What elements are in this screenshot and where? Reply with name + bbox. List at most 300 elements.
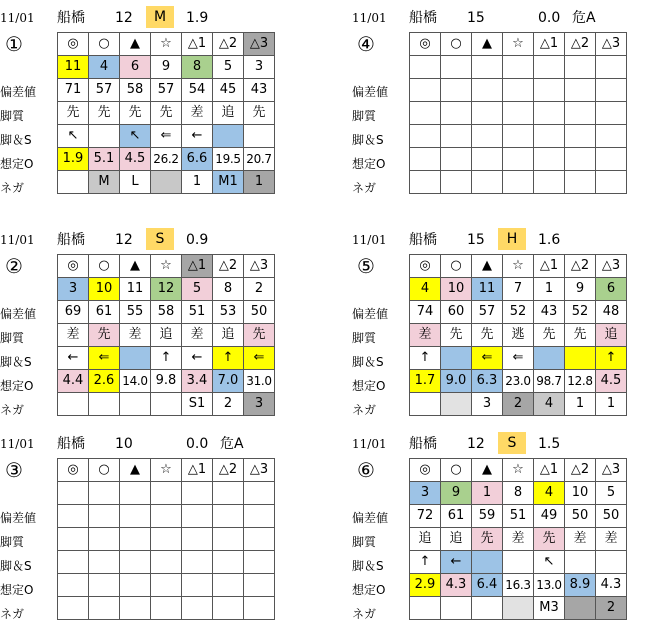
column-header: △3 xyxy=(244,33,275,56)
table-cell: 3 xyxy=(410,482,441,505)
race-header xyxy=(352,226,664,252)
table-cell: 98.7 xyxy=(534,370,565,393)
table-cell: 1 xyxy=(182,171,213,194)
column-header: △2 xyxy=(213,255,244,278)
rank-badge: S xyxy=(146,228,174,250)
table-row xyxy=(58,574,275,597)
table-cell xyxy=(151,528,182,551)
table-row xyxy=(58,125,275,148)
race-header xyxy=(0,226,340,252)
table-row xyxy=(410,324,627,347)
table-cell: 8 xyxy=(182,56,213,79)
table-cell xyxy=(244,551,275,574)
table-cell xyxy=(120,393,151,416)
race-circle-number: ① xyxy=(5,32,23,56)
table-cell: 61 xyxy=(441,505,472,528)
table-cell: 6 xyxy=(596,278,627,301)
table-cell xyxy=(410,56,441,79)
table-cell xyxy=(503,551,534,574)
table-cell: 43 xyxy=(534,301,565,324)
table-cell: 12.8 xyxy=(565,370,596,393)
table-row xyxy=(410,148,627,171)
row-label: 偏差値 xyxy=(352,307,389,321)
table-cell: 1.9 xyxy=(58,148,89,171)
table-row xyxy=(58,79,275,102)
row-label: 脚＆S xyxy=(352,133,384,147)
table-cell: 51 xyxy=(182,301,213,324)
table-cell: 10 xyxy=(565,482,596,505)
table-cell: 1 xyxy=(472,482,503,505)
table-cell: 4 xyxy=(89,56,120,79)
column-header: ○ xyxy=(89,33,120,56)
table-cell: ↑ xyxy=(410,551,441,574)
race-number: 15 xyxy=(467,10,485,26)
table-cell: 49 xyxy=(534,505,565,528)
column-header: ◎ xyxy=(58,255,89,278)
table-cell: 52 xyxy=(565,301,596,324)
table-cell xyxy=(120,551,151,574)
table-cell: 追 xyxy=(410,528,441,551)
row-label: 脚質 xyxy=(352,331,377,345)
table-cell xyxy=(410,125,441,148)
table-cell: M1 xyxy=(213,171,244,194)
table-cell xyxy=(441,171,472,194)
table-cell xyxy=(213,505,244,528)
table-row xyxy=(410,301,627,324)
column-header: △2 xyxy=(565,459,596,482)
table-cell: 2.6 xyxy=(89,370,120,393)
table-cell: 50 xyxy=(244,301,275,324)
race-block-4 xyxy=(352,4,664,214)
prediction-grid xyxy=(409,458,627,620)
table-cell: 6.3 xyxy=(472,370,503,393)
table-cell: 5 xyxy=(182,278,213,301)
table-cell: 9 xyxy=(441,482,472,505)
table-cell: 45 xyxy=(213,79,244,102)
row-label: 想定O xyxy=(352,379,386,393)
table-row xyxy=(58,482,275,505)
row-labels xyxy=(0,80,55,200)
table-cell: 差 xyxy=(565,528,596,551)
table-cell: 8 xyxy=(503,482,534,505)
table-cell xyxy=(89,551,120,574)
table-cell: 59 xyxy=(472,505,503,528)
table-cell xyxy=(182,551,213,574)
table-cell: 10 xyxy=(441,278,472,301)
row-label: 想定O xyxy=(0,379,34,393)
table-cell: 逃 xyxy=(503,324,534,347)
race-date: 11/01 xyxy=(352,437,387,451)
table-cell xyxy=(213,482,244,505)
column-header: ○ xyxy=(441,459,472,482)
row-label: 脚質 xyxy=(0,109,25,123)
prediction-grid xyxy=(409,254,627,416)
table-cell: 61 xyxy=(89,301,120,324)
table-cell: 差 xyxy=(410,324,441,347)
table-cell: 8.9 xyxy=(565,574,596,597)
table-cell xyxy=(410,148,441,171)
column-header-row xyxy=(410,255,627,278)
table-cell: 23.0 xyxy=(503,370,534,393)
table-cell: 54 xyxy=(182,79,213,102)
table-cell: 53 xyxy=(213,301,244,324)
table-cell xyxy=(596,79,627,102)
table-cell xyxy=(441,597,472,620)
row-labels xyxy=(0,506,55,626)
table-cell: 差 xyxy=(182,324,213,347)
table-cell: 14.0 xyxy=(120,370,151,393)
table-cell xyxy=(565,551,596,574)
table-cell xyxy=(213,528,244,551)
row-label: ネガ xyxy=(0,607,25,621)
row-label: 脚＆S xyxy=(0,559,32,573)
table-cell xyxy=(120,574,151,597)
column-header-row xyxy=(58,459,275,482)
table-row xyxy=(58,347,275,370)
race-circle-number: ④ xyxy=(357,32,375,56)
race-value: 1.5 xyxy=(538,436,561,452)
race-block-3 xyxy=(0,430,340,640)
table-cell xyxy=(410,171,441,194)
table-cell xyxy=(596,148,627,171)
race-block-1 xyxy=(0,4,340,214)
column-header: △1 xyxy=(534,255,565,278)
table-cell: 先 xyxy=(472,528,503,551)
table-cell: 3 xyxy=(472,393,503,416)
column-header: ▲ xyxy=(472,459,503,482)
row-label: 偏差値 xyxy=(352,511,389,525)
row-label: 偏差値 xyxy=(0,307,37,321)
table-cell: ↖ xyxy=(120,125,151,148)
table-cell: 先 xyxy=(58,102,89,125)
table-cell: 43 xyxy=(244,79,275,102)
column-header: ▲ xyxy=(120,255,151,278)
table-cell xyxy=(503,148,534,171)
table-row xyxy=(58,597,275,620)
table-cell xyxy=(472,125,503,148)
race-date: 11/01 xyxy=(352,11,387,25)
column-header: ○ xyxy=(441,33,472,56)
table-cell xyxy=(441,125,472,148)
table-cell: 2 xyxy=(244,278,275,301)
warning-label: 危A xyxy=(220,436,244,452)
table-cell xyxy=(410,79,441,102)
table-cell xyxy=(596,56,627,79)
table-cell: 7 xyxy=(503,278,534,301)
table-row xyxy=(58,301,275,324)
race-venue: 船橋 xyxy=(409,436,437,452)
table-cell: 20.7 xyxy=(244,148,275,171)
table-cell xyxy=(182,505,213,528)
table-cell xyxy=(596,171,627,194)
table-cell xyxy=(120,597,151,620)
table-cell: 先 xyxy=(534,324,565,347)
column-header: △3 xyxy=(596,33,627,56)
table-cell xyxy=(441,393,472,416)
column-header: △3 xyxy=(596,255,627,278)
column-header: ◎ xyxy=(410,33,441,56)
table-cell: ⇐ xyxy=(472,347,503,370)
table-cell: 追 xyxy=(596,324,627,347)
table-cell: 48 xyxy=(596,301,627,324)
table-cell: 1 xyxy=(244,171,275,194)
row-label: 想定O xyxy=(352,583,386,597)
table-cell: ← xyxy=(182,347,213,370)
row-label: 想定O xyxy=(0,157,34,171)
table-cell: ↑ xyxy=(151,347,182,370)
table-cell: 57 xyxy=(151,79,182,102)
table-cell: 1.7 xyxy=(410,370,441,393)
table-cell: 4 xyxy=(410,278,441,301)
table-cell xyxy=(213,574,244,597)
table-row xyxy=(410,482,627,505)
table-cell: 先 xyxy=(89,102,120,125)
table-cell xyxy=(565,102,596,125)
column-header: △3 xyxy=(244,459,275,482)
column-header: △1 xyxy=(534,33,565,56)
table-cell: 4.3 xyxy=(596,574,627,597)
table-cell: 追 xyxy=(151,324,182,347)
table-cell xyxy=(151,482,182,505)
table-cell xyxy=(244,574,275,597)
race-number: 15 xyxy=(467,232,485,248)
table-cell xyxy=(120,505,151,528)
table-cell: 先 xyxy=(565,324,596,347)
table-cell: 4.4 xyxy=(58,370,89,393)
table-cell: 2 xyxy=(213,393,244,416)
table-row xyxy=(410,347,627,370)
row-label: ネガ xyxy=(352,181,377,195)
column-header: ☆ xyxy=(151,459,182,482)
column-header: ☆ xyxy=(503,459,534,482)
table-cell: 4.3 xyxy=(441,574,472,597)
table-cell: ↖ xyxy=(58,125,89,148)
row-label: 脚＆S xyxy=(0,355,32,369)
column-header: △2 xyxy=(213,33,244,56)
race-date: 11/01 xyxy=(0,233,35,247)
column-header: △2 xyxy=(213,459,244,482)
table-row xyxy=(58,393,275,416)
table-cell xyxy=(441,79,472,102)
race-circle-number: ③ xyxy=(5,458,23,482)
row-label: 偏差値 xyxy=(0,511,37,525)
race-venue: 船橋 xyxy=(57,232,85,248)
table-cell xyxy=(441,56,472,79)
row-label: ネガ xyxy=(352,607,377,621)
table-cell xyxy=(182,597,213,620)
table-cell: 12 xyxy=(151,278,182,301)
table-cell xyxy=(151,574,182,597)
table-cell xyxy=(151,597,182,620)
prediction-grid xyxy=(57,32,275,194)
row-label: 脚＆S xyxy=(0,133,32,147)
table-cell: 4 xyxy=(534,393,565,416)
table-cell: L xyxy=(120,171,151,194)
race-circle-number: ⑤ xyxy=(357,254,375,278)
table-cell: 31.0 xyxy=(244,370,275,393)
table-cell: 26.2 xyxy=(151,148,182,171)
table-cell: 先 xyxy=(151,102,182,125)
table-cell: 9.0 xyxy=(441,370,472,393)
table-cell xyxy=(596,125,627,148)
table-cell xyxy=(565,56,596,79)
table-cell xyxy=(503,102,534,125)
table-cell xyxy=(120,482,151,505)
row-label: 偏差値 xyxy=(352,85,389,99)
rank-badge: S xyxy=(498,432,526,454)
table-cell xyxy=(503,597,534,620)
column-header: △2 xyxy=(565,33,596,56)
table-cell: 51 xyxy=(503,505,534,528)
race-date: 11/01 xyxy=(0,11,35,25)
table-cell xyxy=(213,597,244,620)
table-cell: 先 xyxy=(120,102,151,125)
table-cell: 差 xyxy=(58,324,89,347)
prediction-grid xyxy=(409,32,627,194)
rank-badge: H xyxy=(498,228,526,250)
row-label: ネガ xyxy=(352,403,377,417)
table-cell xyxy=(472,597,503,620)
table-cell xyxy=(534,148,565,171)
table-row xyxy=(410,102,627,125)
table-cell: 58 xyxy=(120,79,151,102)
table-cell xyxy=(503,125,534,148)
race-venue: 船橋 xyxy=(57,436,85,452)
table-cell: 52 xyxy=(503,301,534,324)
column-header: ○ xyxy=(89,255,120,278)
column-header: ☆ xyxy=(151,33,182,56)
table-cell: 1 xyxy=(596,393,627,416)
table-cell xyxy=(58,393,89,416)
table-row xyxy=(58,56,275,79)
table-cell: 57 xyxy=(89,79,120,102)
table-cell: 16.3 xyxy=(503,574,534,597)
row-labels xyxy=(352,506,407,626)
table-cell xyxy=(472,56,503,79)
table-cell: 9.8 xyxy=(151,370,182,393)
table-cell: 71 xyxy=(58,79,89,102)
table-cell xyxy=(534,347,565,370)
column-header: ◎ xyxy=(58,33,89,56)
row-label: ネガ xyxy=(0,403,25,417)
table-row xyxy=(410,171,627,194)
table-cell xyxy=(89,482,120,505)
column-header: △1 xyxy=(182,459,213,482)
table-cell: 5.1 xyxy=(89,148,120,171)
table-cell xyxy=(503,56,534,79)
column-header: △2 xyxy=(565,255,596,278)
table-cell xyxy=(151,551,182,574)
row-label: 脚質 xyxy=(352,109,377,123)
column-header-row xyxy=(58,255,275,278)
row-label: 偏差値 xyxy=(0,85,37,99)
rank-badge: M xyxy=(146,6,174,28)
table-cell xyxy=(472,148,503,171)
column-header: △1 xyxy=(182,33,213,56)
row-label: 脚質 xyxy=(0,535,25,549)
table-cell xyxy=(182,574,213,597)
column-header-row xyxy=(410,459,627,482)
column-header: △1 xyxy=(534,459,565,482)
race-number: 12 xyxy=(467,436,485,452)
table-cell: M xyxy=(89,171,120,194)
table-cell: ↑ xyxy=(213,347,244,370)
table-row xyxy=(410,278,627,301)
table-cell xyxy=(58,551,89,574)
table-cell: 6 xyxy=(120,56,151,79)
row-label: 想定O xyxy=(0,583,34,597)
table-cell: 先 xyxy=(441,324,472,347)
table-row xyxy=(58,324,275,347)
table-cell xyxy=(213,125,244,148)
table-cell xyxy=(244,125,275,148)
table-cell: 11 xyxy=(120,278,151,301)
table-row xyxy=(410,56,627,79)
table-cell: 9 xyxy=(151,56,182,79)
table-cell xyxy=(244,482,275,505)
table-cell: 60 xyxy=(441,301,472,324)
race-circle-number: ⑥ xyxy=(357,458,375,482)
table-cell: 追 xyxy=(441,528,472,551)
table-cell: 10 xyxy=(89,278,120,301)
table-cell xyxy=(410,597,441,620)
race-number: 12 xyxy=(115,10,133,26)
race-value: 0.0 xyxy=(186,436,209,452)
table-cell: 追 xyxy=(213,102,244,125)
table-cell: 4.5 xyxy=(120,148,151,171)
table-cell xyxy=(596,102,627,125)
table-cell xyxy=(472,171,503,194)
table-cell: 11 xyxy=(472,278,503,301)
table-cell: ↑ xyxy=(596,347,627,370)
table-cell xyxy=(151,171,182,194)
table-cell: 差 xyxy=(120,324,151,347)
table-cell: 50 xyxy=(565,505,596,528)
column-header: △3 xyxy=(596,459,627,482)
table-cell: 55 xyxy=(120,301,151,324)
race-number: 12 xyxy=(115,232,133,248)
column-header: △1 xyxy=(182,255,213,278)
column-header: ◎ xyxy=(410,459,441,482)
table-cell: 5 xyxy=(596,482,627,505)
table-cell: 7.0 xyxy=(213,370,244,393)
table-cell: 先 xyxy=(244,102,275,125)
table-cell: M3 xyxy=(534,597,565,620)
table-cell xyxy=(565,597,596,620)
table-cell xyxy=(151,505,182,528)
prediction-grid xyxy=(57,458,275,620)
table-cell xyxy=(410,393,441,416)
table-cell xyxy=(58,482,89,505)
table-cell: 先 xyxy=(89,324,120,347)
row-labels xyxy=(352,302,407,422)
race-value: 0.0 xyxy=(538,10,561,26)
table-row xyxy=(58,171,275,194)
race-venue: 船橋 xyxy=(409,232,437,248)
row-labels xyxy=(0,302,55,422)
column-header: ☆ xyxy=(151,255,182,278)
table-cell xyxy=(244,528,275,551)
table-cell: 先 xyxy=(534,528,565,551)
table-cell xyxy=(441,102,472,125)
column-header: ◎ xyxy=(58,459,89,482)
table-cell: 差 xyxy=(503,528,534,551)
race-circle-number: ② xyxy=(5,254,23,278)
table-cell: 6.6 xyxy=(182,148,213,171)
table-cell xyxy=(441,347,472,370)
column-header: ☆ xyxy=(503,255,534,278)
table-cell: 9 xyxy=(565,278,596,301)
